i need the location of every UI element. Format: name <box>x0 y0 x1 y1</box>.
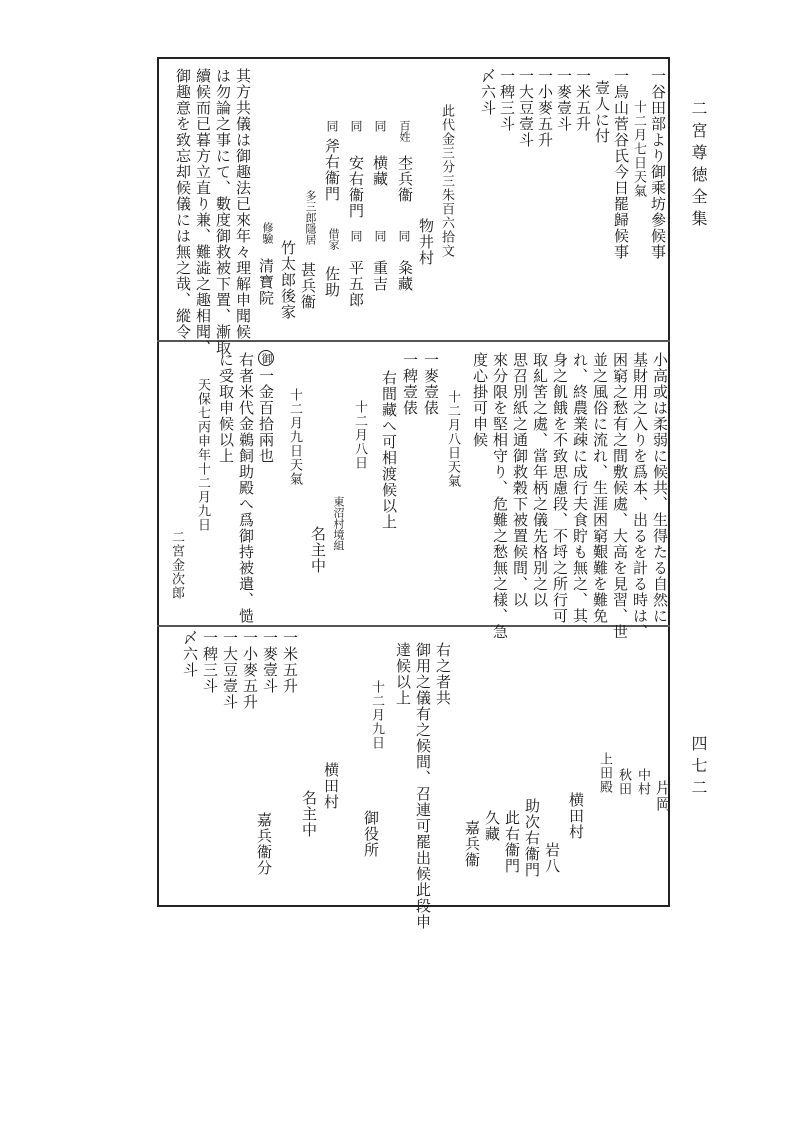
person-name: 佐助 <box>323 266 341 298</box>
person-name: 此右衞門 <box>503 810 521 874</box>
page-number: 四七二 <box>689 735 708 801</box>
amount-line: 此代金三分三朱百六拾文 <box>439 104 454 258</box>
village-name: 横田村 <box>567 792 585 840</box>
body-line: 身之飢餓を不致思慮段、不埒之所行可 <box>551 352 569 624</box>
person-title: 同 <box>349 120 363 132</box>
body-line: 右之者共 <box>434 642 452 706</box>
person-title: 借家 <box>327 228 340 250</box>
person-title: 修驗 <box>261 222 274 244</box>
text-line: 一谷田部より御乘坊參候事 <box>649 68 667 260</box>
sign-title: 名主中 <box>300 790 318 838</box>
person-name: 杢兵衞 <box>396 155 414 203</box>
body-line: 小高或は柔弱に候共、生得たる自然に <box>651 352 669 624</box>
item-line: 一米五升 <box>574 68 592 132</box>
person-name: 岩八 <box>543 842 561 874</box>
sign-place: 東沼村境組 <box>332 496 345 551</box>
body-line: 取糺筈之處、當年柄之儀先格別之以 <box>531 352 549 608</box>
item-line: 一麥壹斗 <box>261 630 279 694</box>
person-name: 甚兵衞 <box>299 262 317 310</box>
body-line: 續候而已暮方立直り兼、難澁之趣相聞、 <box>194 68 212 356</box>
addressee: 上田殿 <box>597 752 612 794</box>
person-name: 平五郎 <box>347 260 365 308</box>
person-name: 粂藏 <box>396 260 414 292</box>
body-line: 基財用之入りを爲本、出るを計る時は、 <box>631 352 649 640</box>
date-line: 十二月八日 <box>352 400 367 470</box>
body-line: 思召別紙之通御救穀下被置候間、以 <box>511 352 529 608</box>
date-line: 天保七丙申年十二月九日 <box>195 378 210 532</box>
item-line: 一麥壹斗 <box>555 68 573 132</box>
person-name: 斧右衞門 <box>323 138 341 202</box>
date-line: 十二月九日 <box>369 680 384 750</box>
body-line: 困窮之愁有之間敷候處、大高を見習、世 <box>611 352 629 640</box>
date-line: 十二月九日天氣 <box>287 388 302 486</box>
gold-line: 一金百拾兩也 <box>257 368 275 464</box>
addressee: 片岡 <box>654 780 672 812</box>
mark-circle: 御 <box>258 350 274 366</box>
item-line: 一米五升 <box>281 630 299 694</box>
body-line: 達候以上 <box>394 642 412 706</box>
text-line: 右間藏へ可相渡候以上 <box>380 370 398 530</box>
body-line: は勿論之事にて、數度御救被下置、漸取 <box>214 68 232 356</box>
body-line: 度心掛可申候 <box>471 352 489 448</box>
person-name: 重吉 <box>371 260 389 292</box>
body-line: 並之風俗に流れ、生涯困窮艱難を難免 <box>591 352 609 624</box>
person-title: 同 <box>373 230 387 242</box>
person-title: 同 <box>373 120 387 132</box>
item-line: 一稗三斗 <box>498 68 516 132</box>
item-line: 一小麥五升 <box>241 630 259 710</box>
footer-name: 嘉兵衞分 <box>255 812 273 876</box>
section-divider-2 <box>157 625 670 627</box>
item-line: 一小麥五升 <box>536 68 554 148</box>
addressee: 中村 <box>635 768 650 796</box>
body-line: 右者米代金鵜飼助殿へ爲御持被遣、慥 <box>237 352 255 624</box>
person-title: 同 <box>325 120 339 132</box>
signer-name: 二宮金次郎 <box>169 530 184 600</box>
date-line: 十二月七日天氣 <box>631 100 646 198</box>
addressee: 秋田 <box>616 768 631 796</box>
office-name: 御役所 <box>362 810 380 858</box>
person-title: 同 <box>349 230 363 242</box>
body-line: に受取申候以上 <box>217 352 235 464</box>
person-title: 百姓 <box>398 120 411 142</box>
person-title: 多三郎隱居 <box>304 190 317 245</box>
section-divider-1 <box>157 340 670 342</box>
item-line: 一稗三斗 <box>201 630 219 694</box>
person-name: 横藏 <box>371 155 389 187</box>
date-line: 十二月八日天氣 <box>445 390 460 488</box>
body-line: 御用之儀有之候間、召連可罷出候此段申 <box>414 642 432 930</box>
text-line: 一鳥山菅谷氏今日罷歸候事 <box>612 68 630 260</box>
person-title: 同 <box>397 230 411 242</box>
person-name: 清寶院 <box>257 258 275 306</box>
text-line: 壹人に付 <box>593 80 611 144</box>
person-name: 嘉兵衞 <box>463 820 481 868</box>
item-line: 〆六斗 <box>479 68 497 116</box>
village-name: 物井村 <box>417 218 435 266</box>
person-name: 安右衞門 <box>347 155 365 219</box>
item-line: 一大豆壹斗 <box>517 68 535 148</box>
sign-title: 名主中 <box>309 526 327 574</box>
person-name: 竹太郎後家 <box>279 240 297 320</box>
person-name: 久藏 <box>483 810 501 842</box>
body-line: 御趣意を致忘却候儀には無之哉、縱令 <box>174 68 192 340</box>
item-line: 〆六斗 <box>181 630 199 678</box>
item-line: 一大豆壹斗 <box>221 630 239 710</box>
item-line: 一麥壹俵 <box>422 352 440 416</box>
body-line: 來分限を堅相守り、危難之愁無之樣、急 <box>491 352 509 640</box>
body-line: れ、終農業疎に成行夫食貯も無之、其 <box>571 352 589 624</box>
person-name: 助次右衞門 <box>523 798 541 878</box>
body-line: 其方共儀は御趣法已來年々理解申聞候 <box>234 68 252 340</box>
item-line: 一稗壹俵 <box>401 352 419 416</box>
village-name: 横田村 <box>322 762 340 810</box>
book-title: 二宮尊徳全集 <box>689 100 708 232</box>
